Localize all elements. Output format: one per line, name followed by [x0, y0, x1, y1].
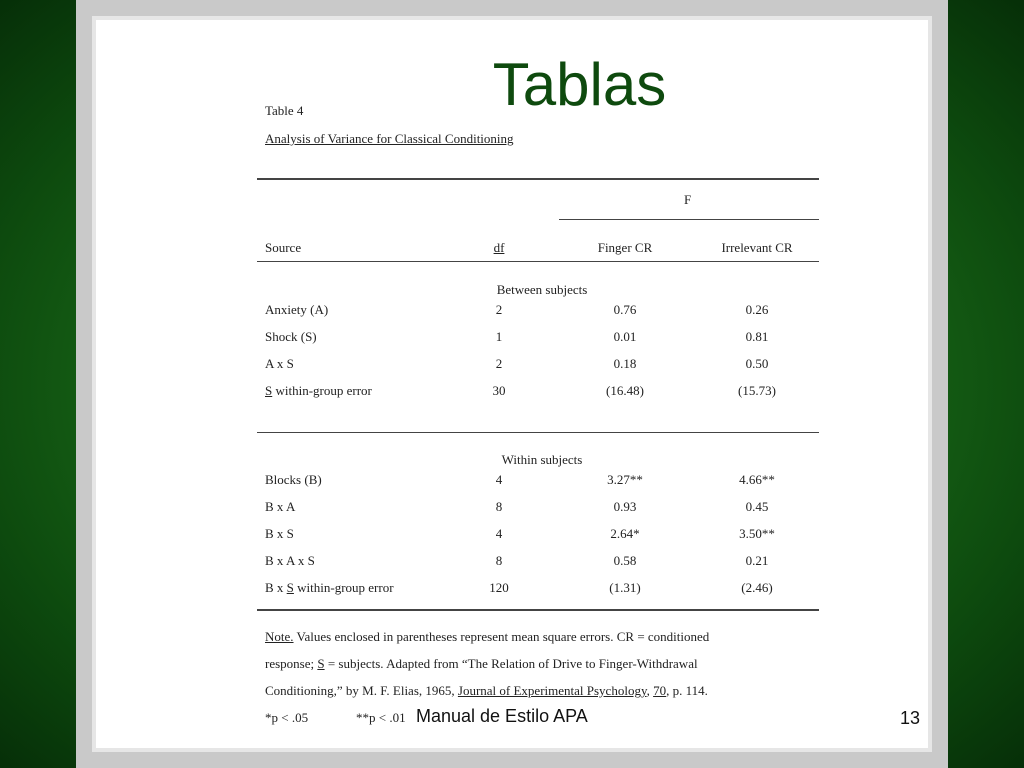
table-title: Analysis of Variance for Classical Conditioning — [265, 131, 514, 146]
section-between-subjects: Between subjects — [496, 282, 588, 297]
row-finger-cr: 0.76 — [613, 302, 637, 317]
row-source: B x A — [265, 499, 296, 514]
header-finger-cr: Finger CR — [597, 240, 653, 255]
row-irrelevant-cr: (15.73) — [738, 383, 776, 398]
row-finger-cr: 2.64* — [610, 526, 640, 541]
note-text: , — [646, 683, 654, 698]
header-irrelevant-cr: Irrelevant CR — [721, 240, 793, 255]
row-source: B x S — [265, 526, 294, 541]
row-finger-cr: (1.31) — [609, 580, 641, 595]
row-source-rest: within-group error — [272, 383, 372, 398]
slide-title: Tablas — [492, 51, 667, 118]
row-df: 2 — [495, 356, 503, 371]
table-note-line-1 — [265, 629, 709, 645]
row-irrelevant-cr: 0.81 — [745, 329, 769, 344]
row-irrelevant-cr: 0.26 — [745, 302, 769, 317]
row-df: 1 — [495, 329, 503, 344]
row-irrelevant-cr: 0.21 — [745, 553, 769, 568]
section-rule — [257, 432, 819, 433]
row-irrelevant-cr: 0.50 — [745, 356, 769, 371]
footer-title: Manual de Estilo APA — [416, 706, 588, 726]
f-group-rule — [559, 219, 819, 220]
header-source: Source — [265, 240, 302, 255]
table-note-line-2 — [265, 656, 698, 672]
row-df: 30 — [492, 383, 506, 398]
note-text: , p. 114. — [666, 683, 708, 698]
row-source-pre: B x — [265, 580, 287, 595]
table-number: Table 4 — [265, 103, 304, 118]
row-finger-cr: 0.58 — [613, 553, 637, 568]
row-source-underlined: S — [286, 580, 294, 595]
note-journal: Journal of Experimental Psychology — [457, 683, 647, 698]
header-df: df — [493, 240, 505, 255]
note-underlined: S — [317, 656, 325, 671]
row-irrelevant-cr: (2.46) — [741, 580, 773, 595]
row-finger-cr: (16.48) — [606, 383, 644, 398]
row-irrelevant-cr: 3.50** — [739, 526, 775, 541]
f-group-header: F — [684, 192, 692, 207]
row-source — [265, 580, 394, 596]
row-finger-cr: 0.93 — [613, 499, 637, 514]
note-text: Values enclosed in parentheses represent mean square errors. CR = conditioned — [293, 629, 710, 644]
row-finger-cr: 0.18 — [613, 356, 637, 371]
row-source-underlined: S — [265, 383, 273, 398]
row-source: Shock (S) — [265, 329, 317, 344]
row-df: 120 — [489, 580, 509, 595]
note-text: = subjects. Adapted from “The Relation of Drive to Finger-Withdrawal — [324, 656, 698, 671]
row-df: 8 — [495, 499, 503, 514]
row-df: 4 — [495, 472, 503, 487]
row-source: Blocks (B) — [265, 472, 322, 487]
row-source: A x S — [265, 356, 294, 371]
row-df: 8 — [495, 553, 503, 568]
slide — [92, 16, 932, 752]
table-bottom-rule — [257, 609, 819, 611]
note-label: Note. — [265, 629, 294, 644]
row-source — [265, 383, 372, 399]
row-source: Anxiety (A) — [265, 302, 329, 317]
row-irrelevant-cr: 0.45 — [745, 499, 769, 514]
page-number: 13 — [899, 708, 920, 728]
row-df: 4 — [495, 526, 503, 541]
row-source: B x A x S — [265, 553, 315, 568]
table-note-line-3 — [265, 683, 708, 699]
table-note-p1: *p < .05 — [265, 710, 309, 725]
row-df: 2 — [495, 302, 503, 317]
note-volume: 70 — [653, 683, 667, 698]
table-top-rule — [257, 178, 819, 180]
row-irrelevant-cr: 4.66** — [739, 472, 775, 487]
row-finger-cr: 0.01 — [613, 329, 637, 344]
header-rule — [257, 261, 819, 262]
row-source-rest: within-group error — [293, 580, 394, 595]
section-within-subjects: Within subjects — [501, 452, 583, 467]
table-note-p2: **p < .01 — [356, 710, 406, 725]
note-text: response; — [265, 656, 318, 671]
note-text: Conditioning,” by M. F. Elias, 1965, — [265, 683, 458, 698]
row-finger-cr: 3.27** — [607, 472, 643, 487]
